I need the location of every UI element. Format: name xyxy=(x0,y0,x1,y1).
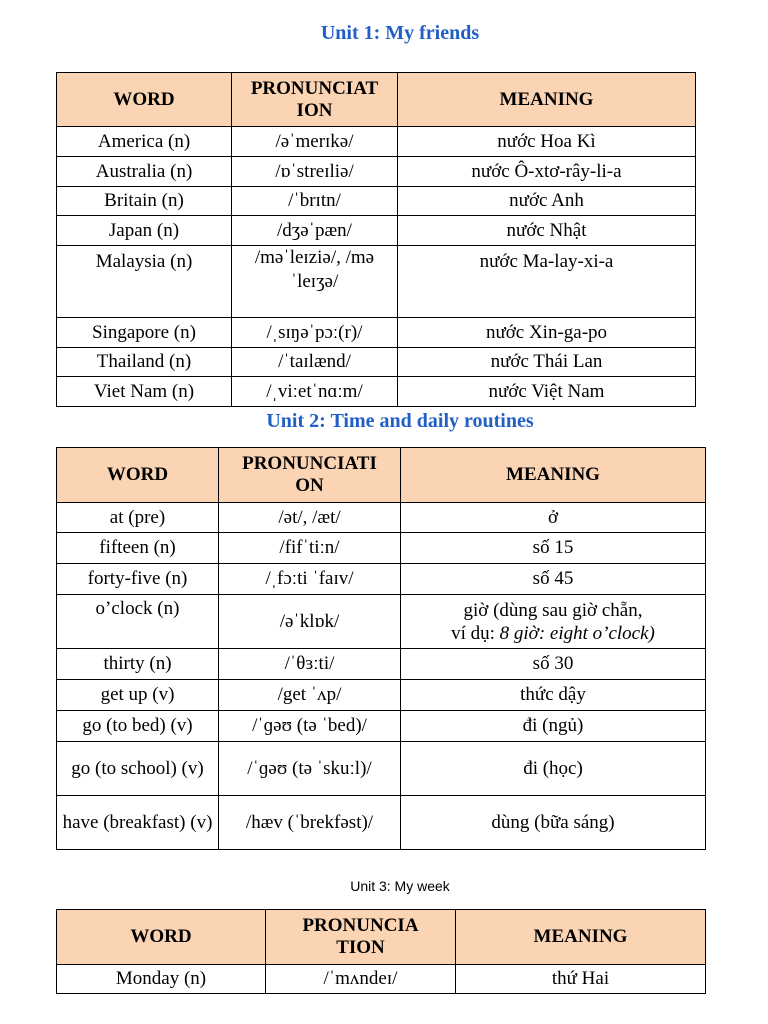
meaning-cell: nước Hoa Kì xyxy=(398,127,696,157)
meaning-cell: nước Việt Nam xyxy=(398,377,696,407)
meaning-cell: nước Ô-xtơ-rây-li-a xyxy=(398,157,696,187)
table-row xyxy=(57,595,706,649)
meaning-cell: số 30 xyxy=(401,649,706,680)
word-cell: go (to bed) (v) xyxy=(57,711,219,742)
table-row xyxy=(57,965,706,994)
word-cell: Singapore (n) xyxy=(57,318,232,348)
table-row xyxy=(57,742,706,796)
table-header-row xyxy=(57,910,706,965)
unit-3-vocab-table xyxy=(56,909,706,994)
table-row xyxy=(57,157,696,187)
pronunciation-cell: /get ˈʌp/ xyxy=(219,680,401,711)
word-cell: Thailand (n) xyxy=(57,348,232,377)
pronunciation-cell: /məˈleɪziə/, /mə ˈleɪʒə/ xyxy=(232,246,398,318)
meaning-cell: nước Xin-ga-po xyxy=(398,318,696,348)
unit-2-vocab-table xyxy=(56,447,706,850)
word-cell: Britain (n) xyxy=(57,187,232,216)
word-cell: thirty (n) xyxy=(57,649,219,680)
word-cell: fifteen (n) xyxy=(57,533,219,564)
pronunciation-cell: /ˈmʌndeɪ/ xyxy=(266,965,456,994)
word-cell: Viet Nam (n) xyxy=(57,377,232,407)
word-cell: get up (v) xyxy=(57,680,219,711)
table-row xyxy=(57,564,706,595)
unit-1-title: Unit 1: My friends xyxy=(320,22,480,44)
table-row xyxy=(57,649,706,680)
pronunciation-cell: /dʒəˈpæn/ xyxy=(232,216,398,246)
pronunciation-cell: /əˈklɒk/ xyxy=(219,595,401,649)
word-cell: at (pre) xyxy=(57,503,219,533)
header-pronunciation: PRONUNCIAT ION xyxy=(232,73,398,127)
word-cell: o’clock (n) xyxy=(57,595,219,649)
meaning-cell: nước Nhật xyxy=(398,216,696,246)
pronunciation-cell: /ˌfɔːti ˈfaɪv/ xyxy=(219,564,401,595)
header-word: WORD xyxy=(57,910,266,965)
header-meaning: MEANING xyxy=(456,910,706,965)
word-cell: forty-five (n) xyxy=(57,564,219,595)
pronunciation-cell: /ˈɡəʊ (tə ˈskuːl)/ xyxy=(219,742,401,796)
meaning-cell: đi (học) xyxy=(401,742,706,796)
pronunciation-cell: /ˈbrɪtn/ xyxy=(232,187,398,216)
pronunciation-cell: /ˌviːetˈnɑːm/ xyxy=(232,377,398,407)
pronunciation-cell: /ˈtaɪlænd/ xyxy=(232,348,398,377)
word-cell: Japan (n) xyxy=(57,216,232,246)
table-row xyxy=(57,216,696,246)
table-row xyxy=(57,503,706,533)
meaning-cell: số 45 xyxy=(401,564,706,595)
meaning-cell: đi (ngủ) xyxy=(401,711,706,742)
table-row xyxy=(57,348,696,377)
word-cell: Australia (n) xyxy=(57,157,232,187)
pronunciation-cell: /ˈθɜːti/ xyxy=(219,649,401,680)
header-pronunciation: PRONUNCIA TION xyxy=(266,910,456,965)
meaning-line-1: giờ (dùng sau giờ chẵn, xyxy=(463,599,643,621)
table-row xyxy=(57,796,706,850)
table-header-row xyxy=(57,73,696,127)
pronunciation-cell: /hæv (ˈbrekfəst)/ xyxy=(219,796,401,850)
meaning-cell: dùng (bữa sáng) xyxy=(401,796,706,850)
meaning-cell xyxy=(401,595,706,649)
unit-3-title: Unit 3: My week xyxy=(350,878,450,894)
pronunciation-cell: /ɒˈstreɪliə/ xyxy=(232,157,398,187)
table-row xyxy=(57,318,696,348)
unit-1-vocab-table xyxy=(56,72,696,407)
meaning-cell: số 15 xyxy=(401,533,706,564)
word-cell: Malaysia (n) xyxy=(57,246,232,318)
table-row xyxy=(57,127,696,157)
meaning-cell: thứ Hai xyxy=(456,965,706,994)
unit-2-title: Unit 2: Time and daily routines xyxy=(266,410,534,432)
header-pronunciation: PRONUNCIATI ON xyxy=(219,448,401,503)
pronunciation-cell: /ˈɡəʊ (tə ˈbed)/ xyxy=(219,711,401,742)
pronunciation-cell: /ˌsɪŋəˈpɔː(r)/ xyxy=(232,318,398,348)
meaning-cell: nước Anh xyxy=(398,187,696,216)
table-header-row xyxy=(57,448,706,503)
header-word: WORD xyxy=(57,448,219,503)
meaning-line-2-prefix: ví dụ: xyxy=(451,622,500,644)
meaning-cell: thức dậy xyxy=(401,680,706,711)
word-cell: Monday (n) xyxy=(57,965,266,994)
meaning-cell: nước Thái Lan xyxy=(398,348,696,377)
table-row xyxy=(57,187,696,216)
header-meaning: MEANING xyxy=(398,73,696,127)
header-word: WORD xyxy=(57,73,232,127)
meaning-line-2-example: 8 giờ: eight o’clock) xyxy=(499,622,655,644)
table-row xyxy=(57,680,706,711)
pronunciation-cell: /fifˈtiːn/ xyxy=(219,533,401,564)
meaning-cell: nước Ma-lay-xi-a xyxy=(398,246,696,318)
meaning-cell: ở xyxy=(401,503,706,533)
pronunciation-cell: /əˈmerɪkə/ xyxy=(232,127,398,157)
table-row xyxy=(57,533,706,564)
table-row xyxy=(57,711,706,742)
word-cell: America (n) xyxy=(57,127,232,157)
word-cell: have (breakfast) (v) xyxy=(57,796,219,850)
word-cell: go (to school) (v) xyxy=(57,742,219,796)
pronunciation-cell: /ət/, /æt/ xyxy=(219,503,401,533)
header-meaning: MEANING xyxy=(401,448,706,503)
table-row xyxy=(57,246,696,318)
table-row xyxy=(57,377,696,407)
